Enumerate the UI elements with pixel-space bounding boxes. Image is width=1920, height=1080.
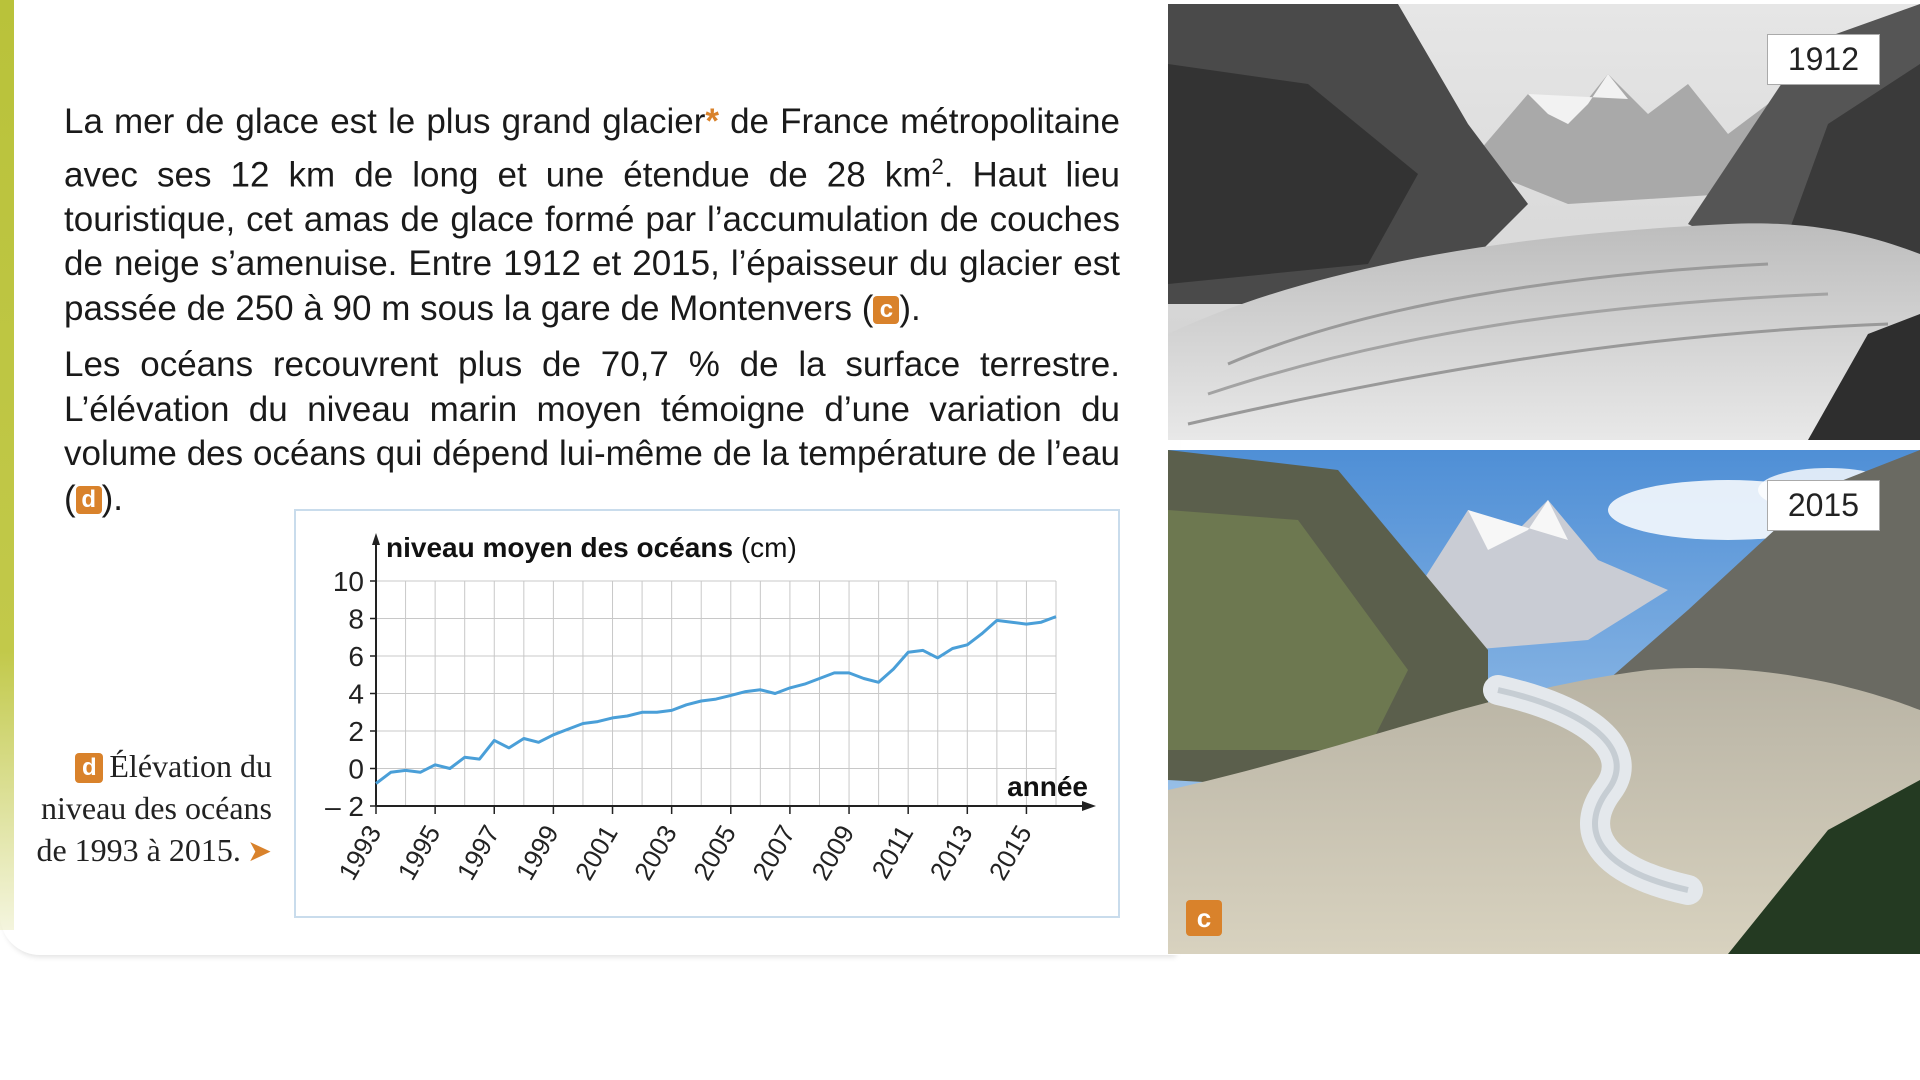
p1-superscript: 2 <box>931 153 944 179</box>
paragraph-glacier <box>64 100 1120 331</box>
y-axis-arrow <box>372 533 380 545</box>
x-tick-label: 1999 <box>509 820 565 886</box>
y-tick-label: 4 <box>348 678 364 710</box>
p2-end: ). <box>101 478 124 518</box>
sea-level-chart <box>294 509 1120 918</box>
y-tick-label: 8 <box>348 603 364 635</box>
y-tick-label: – 2 <box>325 791 364 822</box>
chart-caption <box>20 745 272 873</box>
x-axis-label: année <box>1007 771 1088 802</box>
photo-2015 <box>1168 450 1920 954</box>
y-tick-label: 0 <box>348 753 364 785</box>
x-tick-label: 2001 <box>568 820 624 886</box>
x-tick-label: 2009 <box>805 820 861 886</box>
y-tick-label: 2 <box>348 716 364 747</box>
photo-1912 <box>1168 4 1920 440</box>
x-tick-label: 1993 <box>332 820 388 886</box>
x-tick-label: 2015 <box>982 820 1038 886</box>
p1-part-a: La mer de glace est le plus grand glacier <box>64 102 706 141</box>
chart-svg <box>296 511 1118 916</box>
series-line-sea-level <box>376 617 1056 784</box>
x-tick-label: 1995 <box>391 820 447 886</box>
year-label-2015: 2015 <box>1767 480 1880 531</box>
p1-part-c: . Haut lieu touristique, cet amas de glace formé par l’accumulation de couches de neige s’amenuise. Entre 1912 et 2015, l’épaisseur du glacier est passée de 250 à 90 m sous la gare de Montenvers ( <box>64 155 1120 328</box>
x-axis-arrow <box>1082 801 1096 811</box>
ref-badge-d[interactable]: d <box>76 486 102 514</box>
chapter-color-bar <box>0 0 14 930</box>
x-tick-label: 1997 <box>450 820 506 886</box>
x-tick-label: 2007 <box>746 820 802 886</box>
y-tick-label: 6 <box>348 641 364 672</box>
x-tick-label: 2003 <box>627 820 683 886</box>
x-tick-label: 2011 <box>865 820 920 884</box>
body-text <box>64 100 1120 533</box>
x-tick-label: 2005 <box>687 820 742 886</box>
y-axis-label: niveau moyen des océans (cm) <box>386 532 797 563</box>
paragraph-oceans <box>64 343 1120 521</box>
p2-part-a: Les océans recouvrent plus de 70,7 % de la surface terrestre. L’élévation du niveau marin moyen témoigne d’une variation du volume des océans qui dépend lui-même de la température de l’eau ( <box>64 345 1120 518</box>
year-label-1912: 1912 <box>1767 34 1880 85</box>
caption-text: Élévation du niveau des océans de 1993 à 2015. <box>36 748 272 868</box>
ref-badge-c[interactable]: c <box>873 296 899 324</box>
caption-badge-d: d <box>75 753 103 783</box>
caption-arrow-icon: ➤ <box>246 835 272 868</box>
x-tick-label: 2013 <box>923 820 979 886</box>
photo-badge-c: c <box>1186 900 1222 936</box>
p1-part-b: de France métropolitaine avec ses 12 km de long et une étendue de 28 km <box>64 102 1120 195</box>
glossary-asterisk[interactable]: * <box>705 102 719 141</box>
y-tick-label: 10 <box>332 566 364 597</box>
p1-end: ). <box>899 288 921 328</box>
